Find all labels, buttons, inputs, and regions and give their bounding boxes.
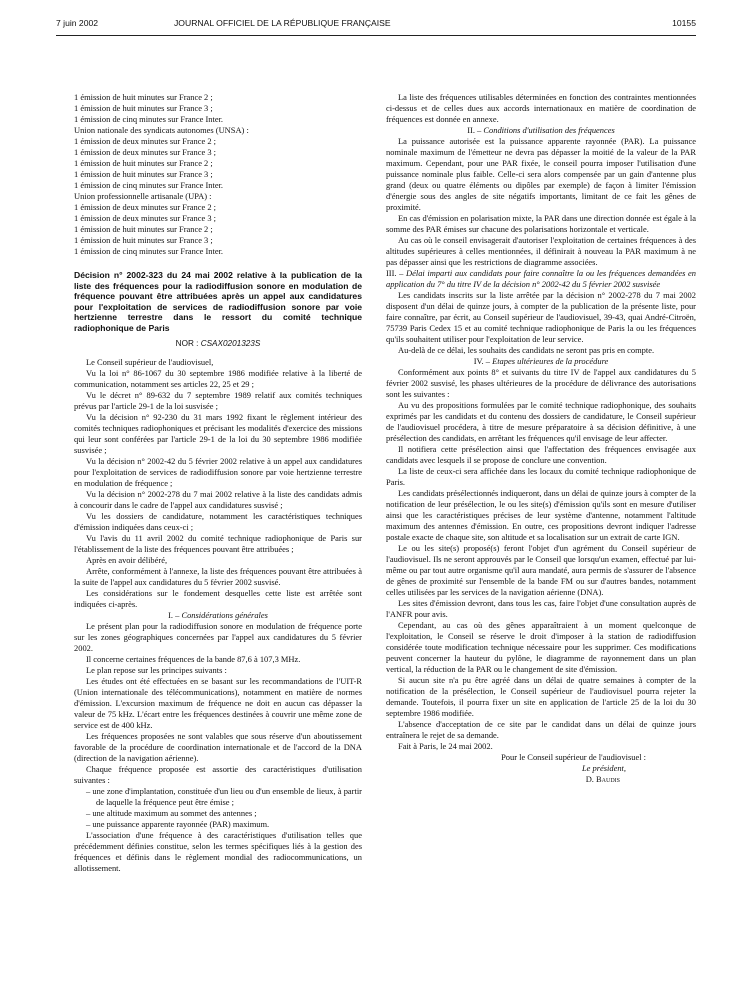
section-number: I. –	[168, 609, 180, 620]
paragraph: Il notifiera cette présélection ainsi que l'affectation des fréquences envisagée aux candidats avec lesquels il se propose de conclure une convention.	[386, 444, 696, 465]
section-heading-3	[386, 268, 696, 290]
paragraph: Cependant, au cas où des gênes apparaîtraient à un moment quelconque de l'exploitation, le Conseil se réserve le droit d'imposer à la station de radiodiffusion considérée toute modification technique nécessaire pour les supprimer. Ces modifications peuvent concerner la hauteur du pylône, le diagramme de rayonnement dans un plan vertical, la réduction de la PAR ou le changement de site d'émission.	[386, 620, 696, 674]
paragraph: L'association d'une fréquence à des caractéristiques d'utilisation telles que précédemment définies constitue, selon les termes spécifiques liés à la gestion des fréquences et définis dans le règlement mondial des radiocommunications, un allotissement.	[74, 829, 362, 873]
signature-line: Pour le Conseil supérieur de l'audiovisuel :	[501, 752, 646, 762]
nor-reference	[74, 338, 362, 349]
section-heading-4	[386, 356, 696, 367]
bullet-item: – une zone d'implantation, constituée d'un lieu ou d'un ensemble de lieux, à partir de laquelle la fréquence peut être émise ;	[86, 785, 362, 807]
paragraph: L'absence d'acceptation de ce site par le candidat dans un délai de quinze jours entraînera le rejet de sa demande.	[386, 719, 696, 740]
nor-label: NOR :	[175, 338, 199, 348]
paragraph: La puissance autorisée est la puissance apparente rayonnée (PAR). La puissance nominale maximum de l'émetteur ne devra pas dépasser la moitié de la valeur de la PAR maximum. Cependant, pour une PAR fixée, le conseil pourra imposer l'utilisation d'une puissance nominale plus faible. Celle-ci sera alors compensée par un gain d'antenne plus grand (deux ou quatre éléments ou dipôles par exemple) de façon à limiter l'émission d'énergie sous des angles de site négatifs importants, limitant de ce fait les gênes de proximité.	[386, 136, 696, 212]
section-1-body	[74, 621, 362, 874]
section-title: Etapes ultérieures de la procédure	[492, 356, 609, 366]
signing-place-date: Fait à Paris, le 24 mai 2002.	[398, 741, 493, 751]
list-item: 1 émission de huit minutes sur France 3 ;	[74, 169, 213, 179]
paragraph: Les fréquences proposées ne sont valables que sous réserve d'un aboutissement favorable de la procédure de coordination internationale et de l'accord de la DNA (direction de la navigation aérienne).	[74, 730, 362, 763]
paragraph: Après en avoir délibéré,	[86, 554, 168, 565]
paragraph: Les candidats présélectionnés indiqueront, dans un délai de quinze jours à compter de la notification de leur présélection, le ou les site(s) d'émission qu'ils sont en mesure d'utiliser ainsi que les caractéristiques précises de leur système d'antenne, notamment l'altitude maximum des antennes d'émission. En outre, ces propositions devront indiquer l'adresse postale exacte de chaque site, son altitude et sa localisation sur un extrait de carte IGN.	[386, 488, 696, 542]
section-title: Considérations générales	[181, 609, 268, 620]
list-item: 1 émission de huit minutes sur France 2 ;	[74, 158, 213, 168]
list-item: 1 émission de huit minutes sur France 2 ;	[74, 224, 213, 234]
paragraph: Au-delà de ce délai, les souhaits des candidats ne seront pas pris en compte.	[398, 345, 655, 355]
header-journal-title: JOURNAL OFFICIEL DE LA RÉPUBLIQUE FRANÇAISE	[174, 18, 391, 28]
paragraph: Le ou les site(s) proposé(s) feront l'objet d'un agrément du Conseil supérieur de l'audiovisuel. Ils ne seront approuvés par le Conseil que lorsqu'un examen, effectué par lui-même ou par tout autre organisme qu'il aura mandaté, aura permis de s'assurer de l'absence de gênes de proximité sur l'ensemble de la bande FM ou sur d'autres bandes, notamment celles utilisées par les services de la navigation aérienne (DNA).	[386, 543, 696, 597]
bullet-item: – une altitude maximum au sommet des antennes ;	[86, 807, 257, 818]
list-item: 1 émission de deux minutes sur France 2 ;	[74, 136, 217, 146]
paragraph: Si aucun site n'a pu être agréé dans un délai de quatre semaines à compter de la notification de la présélection, le Conseil supérieur de l'audiovisuel pourra rejeter la demande. Toutefois, il pourra fixer un site en application de l'article 25 de la loi du 30 septembre 1986 modifiée.	[386, 675, 696, 718]
page-header	[56, 18, 696, 32]
paragraph: Conformément aux points 8° et suivants du titre IV de l'appel aux candidatures du 5 février 2002 susvisé, les phases ultérieures de la procédure de délivrance des autorisations sont les suivantes :	[386, 367, 696, 399]
list-item: 1 émission de huit minutes sur France 3 ;	[74, 235, 213, 245]
header-date: 7 juin 2002	[56, 18, 99, 28]
paragraph: Les candidats inscrits sur la liste arrêtée par la décision n° 2002-278 du 7 mai 2002 disposent d'un délai de quinze jours, à compter de la publication de la présente liste, pour faire connaître, par écrit, au Conseil supérieur de l'audiovisuel, 39-43, quai André-Citroën, 75739 Paris Cedex 15 et au comité technique radiophonique de Paris la ou les fréquences qu'ils souhaitent utiliser pour l'exploitation de leur service.	[386, 290, 696, 344]
section-number: IV. –	[473, 356, 490, 366]
left-column	[74, 92, 362, 874]
paragraph: Au cas où le conseil envisagerait d'autoriser l'exploitation de certaines fréquences à des altitudes supérieures à celles mentionnées, il définirait à nouveau la PAR maximum à ne pas dépasser ainsi que les restrictions de diagramme associées.	[386, 235, 696, 267]
paragraph: Vu les dossiers de candidature, notamment les caractéristiques techniques d'émission indiquées dans ceux-ci ;	[74, 510, 362, 532]
paragraph: Vu l'avis du 11 avril 2002 du comité technique radiophonique de Paris sur l'établissement de la liste des fréquences pouvant être attribuées ;	[74, 532, 362, 554]
emission-list	[74, 92, 362, 257]
nor-code: CSAX0201323S	[200, 338, 261, 348]
paragraph: Vu la décision n° 92-230 du 31 mars 1992 fixant le règlement intérieur des comités techniques radiophoniques et précisant les modalités d'exercice des missions qui leur sont conférées par l'article 29-1 de la loi du 30 septembre 1986 modifiée susvisée ;	[74, 411, 362, 455]
paragraph: Les considérations sur le fondement desquelles cette liste est arrêtée sont indiquées ci-après.	[74, 587, 362, 609]
list-item: 1 émission de cinq minutes sur France Inter.	[74, 246, 224, 256]
right-column	[386, 92, 696, 785]
section-title: Délai imparti aux candidats pour faire connaître la ou les fréquences demandées en application du 7° du titre IV de la décision n° 2002-42 du 5 février 2002 susvisée	[386, 268, 697, 289]
paragraph: Les sites d'émission devront, dans tous les cas, faire l'objet d'une consultation auprès de l'ANFR pour avis.	[386, 598, 696, 619]
list-item: 1 émission de huit minutes sur France 3 ;	[74, 103, 213, 113]
paragraph: Le plan repose sur les principes suivants :	[86, 664, 227, 675]
signature-role: Le président,	[581, 763, 626, 773]
list-item: 1 émission de huit minutes sur France 2 ;	[74, 92, 213, 102]
union-heading: Union professionnelle artisanale (UPA) :	[74, 191, 212, 201]
signature-name: D. Baudis	[585, 774, 620, 784]
list-item: 1 émission de deux minutes sur France 2 ;	[74, 202, 217, 212]
paragraph: Vu le décret n° 89-632 du 7 septembre 1989 relatif aux comités techniques prévus par l'article 29-1 de la loi susvisée ;	[74, 389, 362, 411]
paragraph: Arrête, conformément à l'annexe, la liste des fréquences pouvant être attribuées à la suite de l'appel aux candidatures du 5 février 2002 susvisé.	[74, 565, 362, 587]
paragraph: Il concerne certaines fréquences de la bande 87,6 à 107,3 MHz.	[86, 653, 301, 664]
section-title: Conditions d'utilisation des fréquences	[483, 125, 615, 135]
union-heading: Union nationale des syndicats autonomes (UNSA) :	[74, 125, 249, 135]
list-item: 1 émission de cinq minutes sur France Inter.	[74, 180, 224, 190]
list-item: 1 émission de cinq minutes sur France Inter.	[74, 114, 224, 124]
paragraph: Au vu des propositions formulées par le comité technique radiophonique, des souhaits exprimés par les candidats et du contenu des dossiers de candidature, le Conseil supérieur de l'audiovisuel procédera, à titre de mesure préparatoire à sa décision définitive, à une présélection des candidats, en arrêtant les fréquences qu'il envisage de leur affecter.	[386, 400, 696, 443]
list-item: 1 émission de deux minutes sur France 3 ;	[74, 213, 217, 223]
paragraph: Chaque fréquence proposée est assortie des caractéristiques d'utilisation suivantes :	[74, 763, 362, 785]
paragraph: La liste des fréquences utilisables déterminées en fonction des contraintes mentionnées ci-dessus et de celles dues aux accords internationaux en matière de coordination de fréquences est donnée en annexe.	[386, 92, 696, 124]
decision-title: Décision n° 2002-323 du 24 mai 2002 relative à la publication de la liste des fréquences pour la radiodiffusion sonore en modulation de fréquence pouvant être attribuées après un appel aux candidatures pour l'exploitation de services de radiodiffusion sonore par voie hertzienne terrestre dans le ressort du comité technique radiophonique de Paris	[74, 270, 362, 333]
paragraph: La liste de ceux-ci sera affichée dans les locaux du comité technique radiophonique de Paris.	[386, 466, 696, 487]
paragraph: Vu la décision n° 2002-278 du 7 mai 2002 relative à la liste des candidats admis à concourir dans le cadre de l'appel aux candidatures susvisé ;	[74, 488, 362, 510]
paragraph: En cas d'émission en polarisation mixte, la PAR dans une direction donnée est égale à la somme des PAR émises sur chacune des polarisations horizontale et verticale.	[386, 213, 696, 234]
header-rule	[56, 35, 696, 36]
paragraph: Le présent plan pour la radiodiffusion sonore en modulation de fréquence porte sur les zones géographiques concernées par l'appel aux candidatures du 5 février 2002.	[74, 620, 362, 653]
paragraph: Vu la décision n° 2002-42 du 5 février 2002 relative à un appel aux candidatures pour l'exploitation de services de radiodiffusion sonore par voie hertzienne terrestre en modulation de fréquence ;	[74, 455, 362, 488]
section-number: II. –	[467, 125, 482, 135]
section-heading-2	[386, 125, 696, 136]
preamble	[74, 357, 362, 610]
header-page-number: 10155	[672, 18, 696, 28]
section-number: III. –	[386, 268, 404, 278]
bullet-item: – une puissance apparente rayonnée (PAR) maximum.	[86, 818, 270, 829]
paragraph: Vu la loi n° 86-1067 du 30 septembre 1986 modifiée relative à la liberté de communication, notamment ses articles 22, 25 et 29 ;	[74, 367, 362, 389]
list-item: 1 émission de deux minutes sur France 3 ;	[74, 147, 217, 157]
paragraph: Les études ont été effectuées en se basant sur les recommandations de l'UIT-R (Union internationale des télécommunications), notamment en matière de normes d'émission. L'excursion maximum de fréquence ne doit en aucun cas dépasser la valeur de 75 kHz. L'écart entre les fréquences destinées à couvrir une même zone de service est de 400 kHz.	[74, 675, 362, 730]
paragraph: Le Conseil supérieur de l'audiovisuel,	[86, 356, 214, 367]
section-heading-1	[74, 610, 362, 621]
